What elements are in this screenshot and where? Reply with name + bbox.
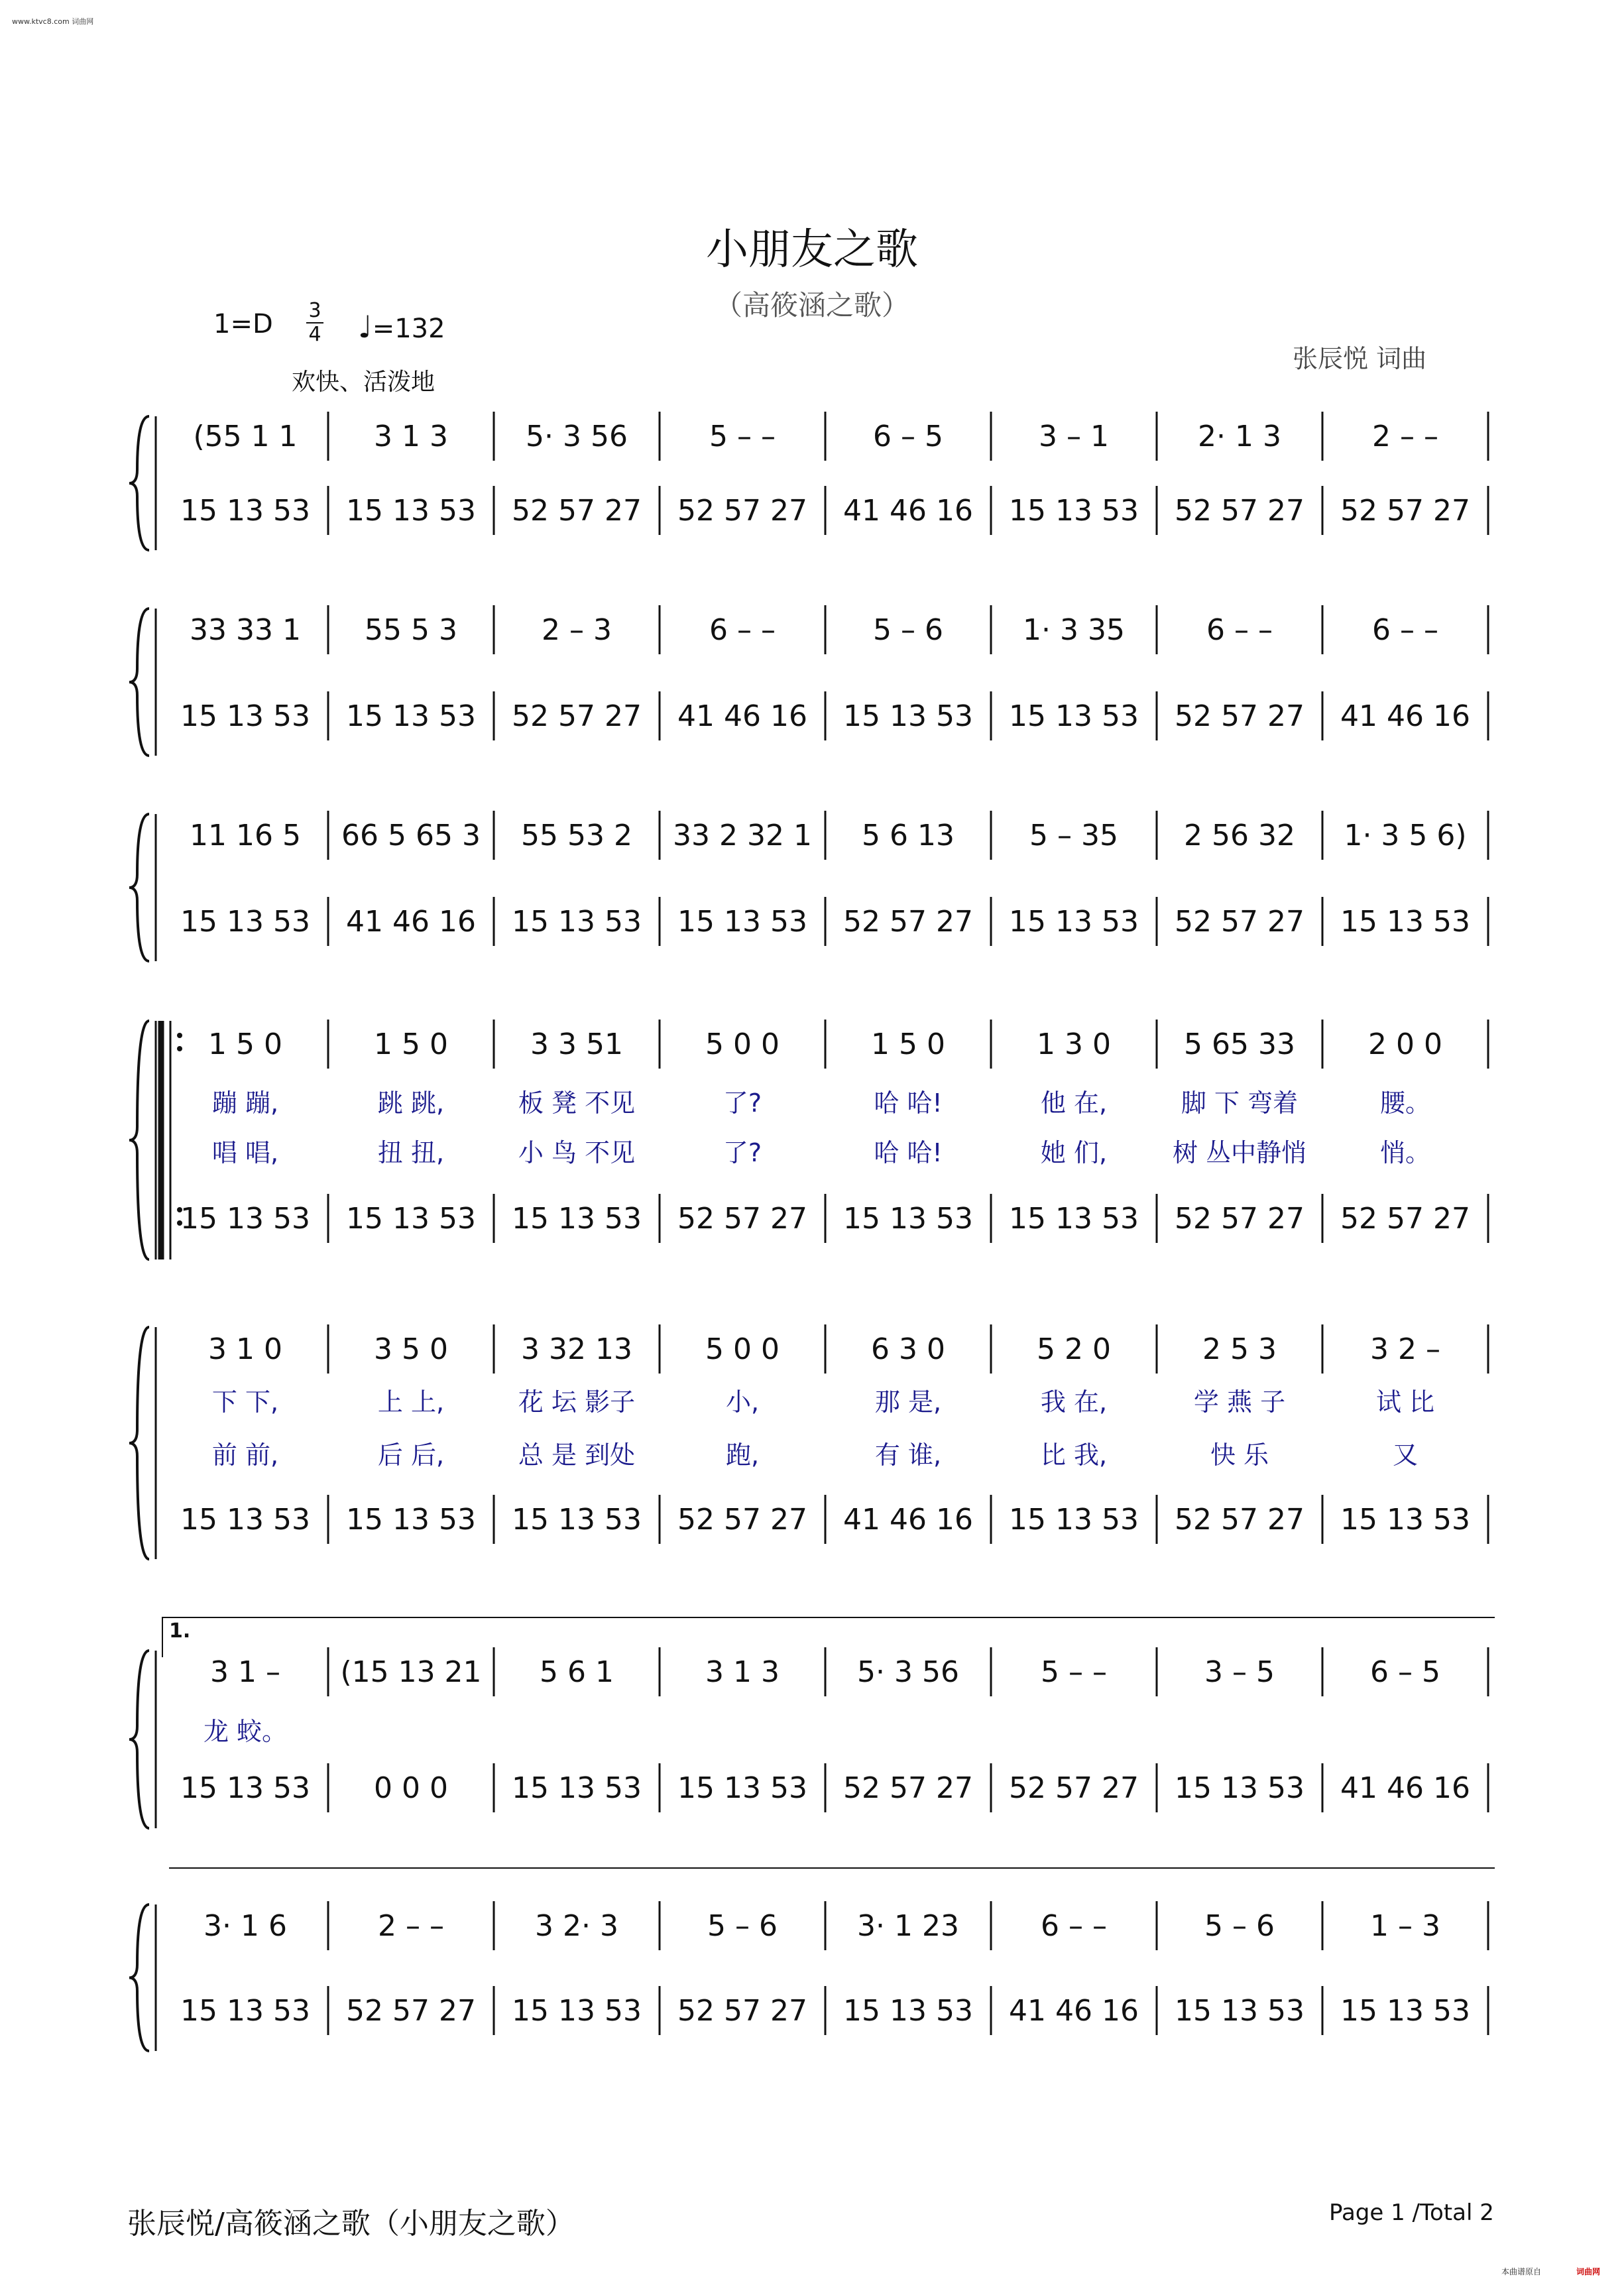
lyrics-line-1: 蹦 蹦, [211, 1088, 279, 1118]
lyrics-line-2: 她 们, [1040, 1138, 1108, 1167]
bass-measure: 41 46 16 [843, 494, 973, 528]
lyrics-line-1: 龙 蛟。 [203, 1717, 288, 1746]
bass-measure: 0 0 0 [374, 1771, 448, 1805]
melody-measure: 3 5 0 [374, 1332, 448, 1366]
bass-measure: 41 46 16 [677, 699, 807, 733]
bass-measure: 15 13 53 [1340, 1503, 1470, 1537]
bass-measure: 15 13 53 [180, 1771, 310, 1805]
melody-measure: 3 2· 3 [535, 1909, 618, 1943]
melody-measure: 3 3 51 [530, 1027, 623, 1061]
melody-measure: 1 – 3 [1370, 1909, 1440, 1943]
bass-measure: 15 13 53 [1009, 699, 1139, 733]
lyrics-line-2: 快 乐 [1210, 1440, 1269, 1470]
melody-measure: 5 6 13 [862, 819, 955, 852]
melody-measure: 3 1 – [210, 1655, 280, 1689]
lyrics-line-1: 学 燕 子 [1193, 1387, 1286, 1417]
bass-measure: 52 57 27 [677, 1994, 807, 2028]
bass-measure: 15 13 53 [843, 699, 973, 733]
melody-measure: 3 1 0 [208, 1332, 282, 1366]
melody-measure: 6 – – [709, 613, 776, 647]
melody-measure: 5· 3 56 [857, 1655, 959, 1689]
lyrics-line-2: 树 丛中静悄 [1172, 1138, 1307, 1167]
system-brace [129, 1021, 149, 1259]
melody-measure: 6 – 5 [1370, 1655, 1440, 1689]
key-signature: 1=D [213, 309, 273, 339]
melody-measure: 2· 1 3 [1198, 420, 1281, 453]
lyrics-line-1: 我 在, [1040, 1387, 1108, 1417]
bass-measure: 15 13 53 [346, 1202, 476, 1236]
lyrics-line-2: 有 谁, [874, 1440, 942, 1470]
melody-measure: 33 33 1 [190, 613, 301, 647]
bass-measure: 15 13 53 [1009, 494, 1139, 528]
bass-measure: 15 13 53 [512, 905, 642, 939]
bass-measure: 15 13 53 [346, 1503, 476, 1537]
melody-measure: 5 0 0 [705, 1027, 780, 1061]
lyrics-line-1: 哈 哈! [874, 1088, 943, 1118]
bass-measure: 15 13 53 [1175, 1771, 1305, 1805]
melody-measure: (55 1 1 [193, 420, 298, 453]
melody-measure: 5 – 35 [1029, 819, 1118, 852]
lyrics-line-1: 板 凳 不见 [518, 1088, 636, 1118]
lyrics-line-1: 他 在, [1040, 1088, 1108, 1118]
system-brace [129, 1327, 149, 1559]
melody-measure: 3 – 5 [1204, 1655, 1275, 1689]
lyrics-line-2: 后 后, [377, 1440, 445, 1470]
bass-measure: 52 57 27 [1009, 1771, 1139, 1805]
bass-measure: 41 46 16 [1340, 699, 1470, 733]
bass-measure: 52 57 27 [843, 1771, 973, 1805]
melody-measure: 3 2 – [1370, 1332, 1440, 1366]
bass-measure: 15 13 53 [180, 905, 310, 939]
system-brace [129, 609, 149, 756]
system-brace [129, 1904, 149, 2051]
lyrics-line-1: 试 比 [1375, 1387, 1435, 1417]
bass-measure: 52 57 27 [1175, 1503, 1305, 1537]
melody-measure: 55 5 3 [365, 613, 457, 647]
lyrics-line-2: 总 是 到处 [518, 1440, 636, 1470]
melody-measure: 5 65 33 [1184, 1027, 1295, 1061]
quarter-note-icon: ♩ [358, 309, 373, 345]
bass-measure: 52 57 27 [512, 699, 642, 733]
bass-measure: 15 13 53 [512, 1771, 642, 1805]
composer-credit: 张辰悦 词曲 [1293, 344, 1427, 373]
bass-measure: 52 57 27 [1175, 494, 1305, 528]
bass-measure: 15 13 53 [512, 1503, 642, 1537]
bass-measure: 15 13 53 [1340, 1994, 1470, 2028]
source-badge: 本曲谱原自 [1501, 2267, 1542, 2276]
bass-measure: 15 13 53 [677, 905, 807, 939]
lyrics-line-2: 比 我, [1040, 1440, 1108, 1470]
bass-measure: 52 57 27 [1175, 1202, 1305, 1236]
bass-measure: 52 57 27 [1340, 494, 1470, 528]
melody-measure: 2 – – [378, 1909, 444, 1943]
lyrics-line-2: 悄。 [1379, 1138, 1431, 1167]
system-brace [129, 416, 149, 550]
volta-bracket [162, 1617, 1495, 1657]
system-brace [129, 1651, 149, 1828]
melody-measure: 5 – 6 [873, 613, 943, 647]
melody-measure: 6 – 5 [873, 420, 943, 453]
song-title: 小朋友之歌 [706, 225, 918, 274]
melody-measure: 1 5 0 [208, 1027, 282, 1061]
lyrics-line-1: 脚 下 弯着 [1181, 1088, 1299, 1118]
bass-measure: 41 46 16 [1340, 1771, 1470, 1805]
bass-measure: 52 57 27 [512, 494, 642, 528]
system-brace [129, 814, 149, 961]
lyrics-line-2: 又 [1392, 1440, 1419, 1470]
melody-measure: 1 5 0 [871, 1027, 945, 1061]
lyrics-line-2: 了? [723, 1138, 762, 1167]
melody-measure: 2 – 3 [542, 613, 612, 647]
melody-measure: 3 1 3 [374, 420, 448, 453]
bass-measure: 52 57 27 [843, 905, 973, 939]
melody-measure: 6 – – [1206, 613, 1273, 647]
melody-measure: 1 3 0 [1037, 1027, 1111, 1061]
source-badge-logo: 词曲网 [1576, 2267, 1601, 2276]
lyrics-line-1: 跳 跳, [377, 1088, 445, 1118]
melody-measure: 5 6 1 [540, 1655, 614, 1689]
bass-measure: 15 13 53 [180, 1994, 310, 2028]
lyrics-line-2: 哈 哈! [874, 1138, 943, 1167]
bass-measure: 41 46 16 [346, 905, 476, 939]
bass-measure: 15 13 53 [843, 1994, 973, 2028]
bass-measure: 15 13 53 [843, 1202, 973, 1236]
melody-measure: 3 – 1 [1039, 420, 1109, 453]
bass-measure: 15 13 53 [180, 494, 310, 528]
melody-measure: 66 5 65 3 [341, 819, 481, 852]
bass-measure: 41 46 16 [1009, 1994, 1139, 2028]
bass-measure: 52 57 27 [677, 1503, 807, 1537]
lyrics-line-1: 上 上, [377, 1387, 445, 1417]
melody-measure: 5 0 0 [705, 1332, 780, 1366]
bass-measure: 41 46 16 [843, 1503, 973, 1537]
bass-measure: 15 13 53 [346, 494, 476, 528]
melody-measure: 3· 1 6 [203, 1909, 287, 1943]
bass-measure: 15 13 53 [346, 699, 476, 733]
bass-measure: 15 13 53 [1340, 905, 1470, 939]
bass-measure: 15 13 53 [1175, 1994, 1305, 2028]
bass-measure: 15 13 53 [1009, 905, 1139, 939]
melody-measure: 2 – – [1372, 420, 1438, 453]
melody-measure: 6 – – [1372, 613, 1438, 647]
bass-measure: 15 13 53 [677, 1771, 807, 1805]
bass-measure: 15 13 53 [180, 1202, 310, 1236]
melody-measure: 2 0 0 [1368, 1027, 1442, 1061]
melody-measure: 3 1 3 [705, 1655, 780, 1689]
footer-title: 张辰悦/高筱涵之歌（小朋友之歌） [127, 2207, 575, 2241]
melody-measure: 5 2 0 [1037, 1332, 1111, 1366]
melody-measure: 3 32 13 [521, 1332, 632, 1366]
melody-measure: 1· 3 35 [1023, 613, 1125, 647]
melody-measure: 6 3 0 [871, 1332, 945, 1366]
melody-measure: (15 13 21 [340, 1655, 482, 1689]
melody-measure: 5· 3 56 [526, 420, 628, 453]
repeat-dot [177, 1046, 182, 1051]
melody-measure: 6 – – [1041, 1909, 1107, 1943]
bass-measure: 52 57 27 [1175, 699, 1305, 733]
lyrics-line-1: 那 是, [874, 1387, 942, 1417]
lyrics-line-1: 腰。 [1379, 1088, 1431, 1118]
melody-measure: 5 – 6 [1204, 1909, 1275, 1943]
melody-measure: 5 – – [1041, 1655, 1107, 1689]
bass-measure: 15 13 53 [512, 1202, 642, 1236]
lyrics-line-1: 了? [723, 1088, 762, 1118]
bass-measure: 52 57 27 [1175, 905, 1305, 939]
melody-measure: 1 5 0 [374, 1027, 448, 1061]
song-subtitle: （高筱涵之歌） [714, 289, 909, 322]
expression-mark: 欢快、活泼地 [292, 369, 435, 396]
volta-label: 1. [169, 1619, 191, 1643]
melody-measure: 33 2 32 1 [673, 819, 812, 852]
melody-measure: 3· 1 23 [857, 1909, 959, 1943]
melody-measure: 5 – – [709, 420, 776, 453]
site-url: www.ktvc8.com 词曲网 [12, 17, 94, 26]
lyrics-line-2: 跑, [725, 1440, 760, 1470]
lyrics-line-1: 小, [725, 1387, 760, 1417]
lyrics-line-2: 唱 唱, [211, 1138, 279, 1167]
time-signature-bottom: 4 [308, 323, 321, 346]
time-signature-top: 3 [308, 299, 321, 322]
bass-measure: 52 57 27 [677, 1202, 807, 1236]
bass-measure: 15 13 53 [1009, 1503, 1139, 1537]
lyrics-line-1: 下 下, [211, 1387, 279, 1417]
melody-measure: 1· 3 5 6) [1344, 819, 1467, 852]
melody-measure: 55 53 2 [521, 819, 632, 852]
bass-measure: 52 57 27 [346, 1994, 476, 2028]
bass-measure: 15 13 53 [180, 699, 310, 733]
bass-measure: 15 13 53 [180, 1503, 310, 1537]
page-number: Page 1 /Total 2 [1329, 2199, 1494, 2226]
bass-measure: 52 57 27 [677, 494, 807, 528]
bass-measure: 52 57 27 [1340, 1202, 1470, 1236]
melody-measure: 5 – 6 [707, 1909, 778, 1943]
lyrics-line-2: 扭 扭, [377, 1138, 445, 1167]
bass-measure: 15 13 53 [512, 1994, 642, 2028]
melody-measure: 2 56 32 [1184, 819, 1295, 852]
repeat-dot [177, 1033, 182, 1038]
lyrics-line-1: 花 坛 影子 [518, 1387, 636, 1417]
melody-measure: 2 5 3 [1202, 1332, 1277, 1366]
lyrics-line-2: 小 鸟 不见 [518, 1138, 636, 1167]
melody-measure: 11 16 5 [190, 819, 301, 852]
lyrics-line-2: 前 前, [211, 1440, 279, 1470]
bass-measure: 15 13 53 [1009, 1202, 1139, 1236]
tempo-value: =132 [372, 314, 445, 344]
